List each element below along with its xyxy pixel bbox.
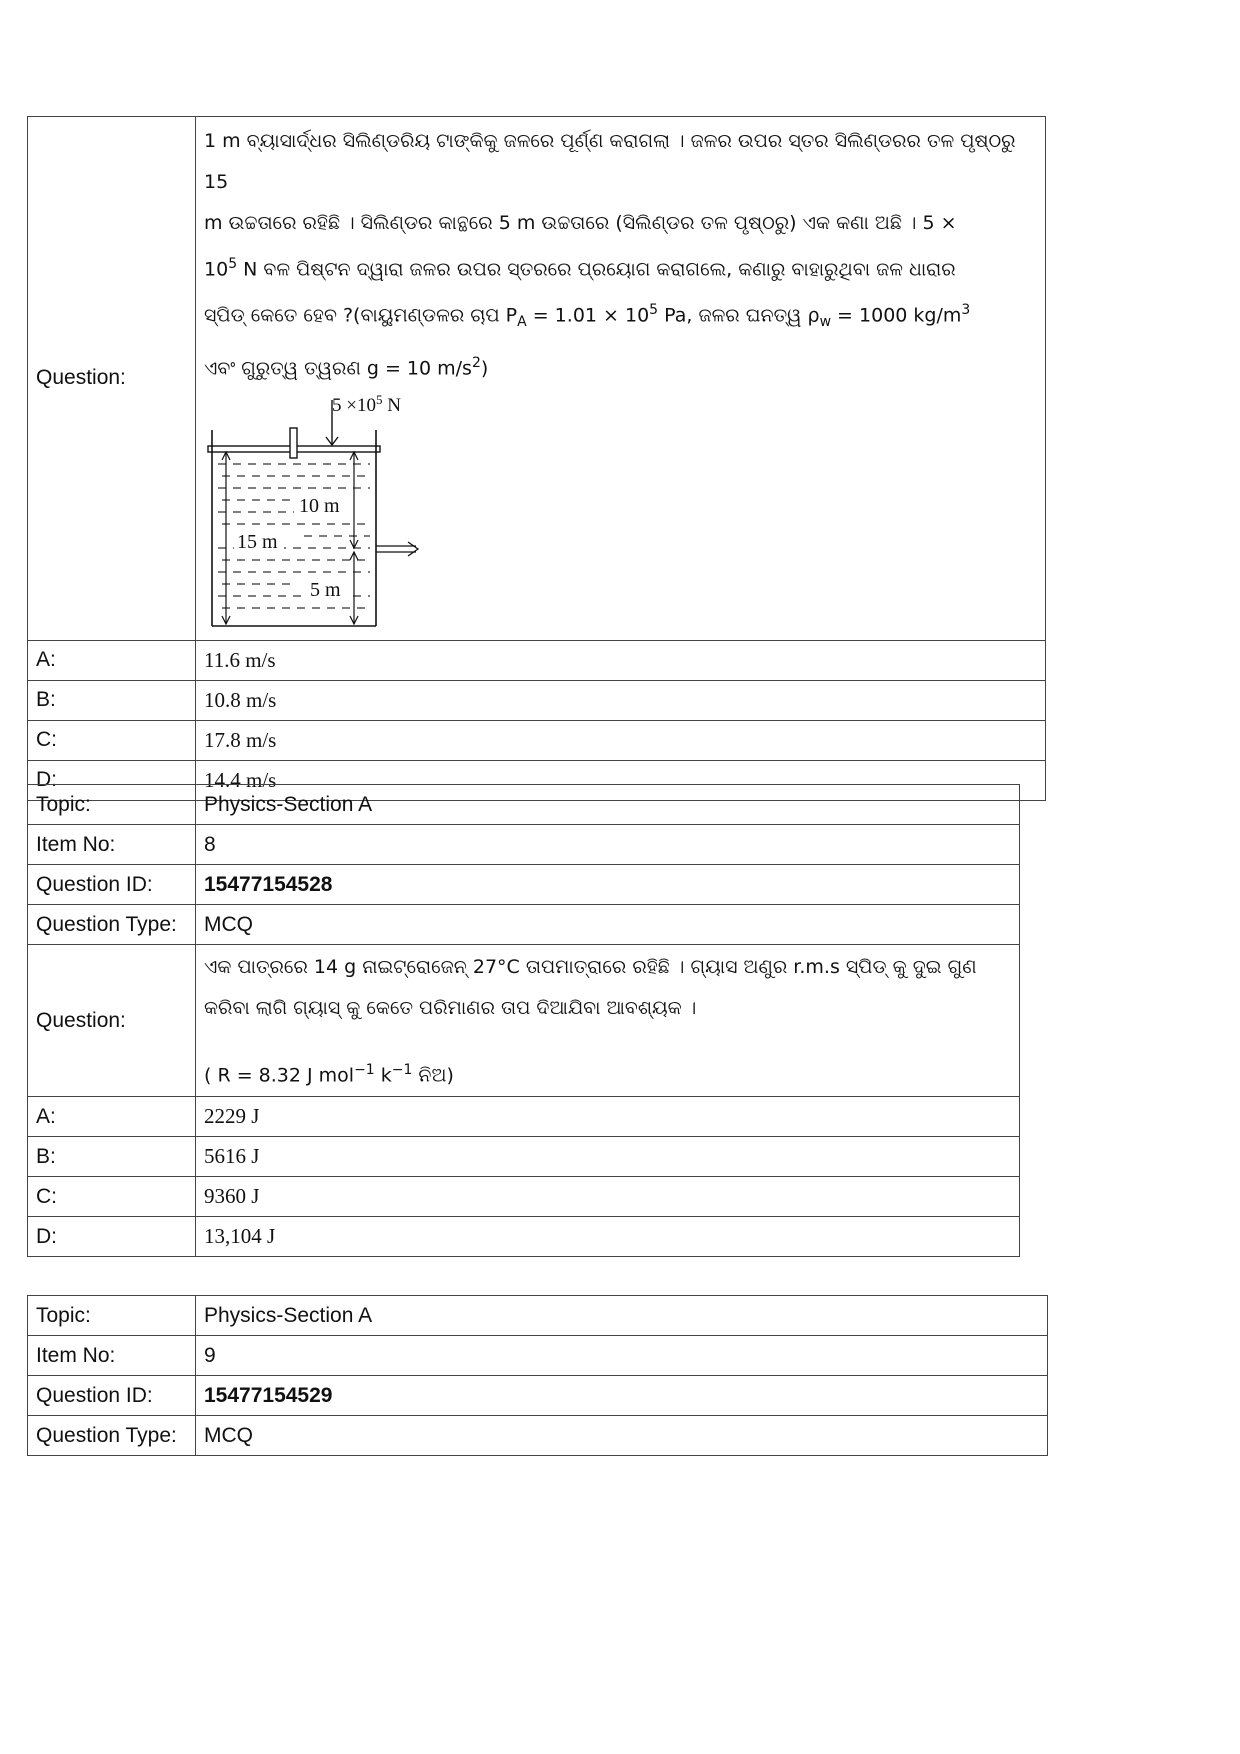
label-5m: 5 m — [310, 578, 341, 601]
topic-label: Topic: — [28, 1296, 196, 1336]
question-row — [28, 117, 1046, 641]
question-block-2 — [27, 784, 1020, 1257]
cylinder-tank-diagram — [204, 390, 424, 640]
question-id-label: Question ID: — [28, 865, 196, 905]
question-id-value: 15477154529 — [196, 1376, 1048, 1416]
item-no-value: 9 — [196, 1336, 1048, 1376]
question-id-label: Question ID: — [28, 1376, 196, 1416]
option-value: 17.8 m/s — [196, 720, 1046, 760]
option-value: 11.6 m/s — [196, 640, 1046, 680]
option-row-c — [28, 1177, 1020, 1217]
option-value: 2229 J — [196, 1097, 1020, 1137]
option-label: C: — [28, 720, 196, 760]
question-text — [204, 121, 1037, 390]
question-content — [196, 945, 1020, 1097]
option-row-c — [28, 720, 1046, 760]
question-type-value: MCQ — [196, 905, 1020, 945]
question-content — [196, 117, 1046, 641]
question-line: କରିବା ଲାଗି ଗ୍ୟାସ୍ କୁ କେତେ ପରିମାଣର ତାପ ଦିଆଯିବା ଆବଶ୍ୟକ । — [204, 997, 697, 1019]
option-row-d — [28, 1217, 1020, 1257]
topic-row — [28, 1296, 1048, 1336]
question-type-row — [28, 905, 1020, 945]
option-value: 13,104 J — [196, 1217, 1020, 1257]
label-15m: 15 m — [237, 530, 278, 553]
option-label: B: — [28, 680, 196, 720]
option-row-a — [28, 640, 1046, 680]
option-label: C: — [28, 1177, 196, 1217]
option-label: A: — [28, 640, 196, 680]
question-line: ଏକ ପାତ୍ରରେ 14 g ନାଇଟ୍ରୋଜେନ୍ 27°C ତାପମାତ୍ରାରେ ରହିଛି । ଗ୍ୟାସ ଅଣୁର r.m.s ସ୍ପିଡ୍ କୁ ଦୁଇ ଗୁଣ — [204, 956, 977, 978]
label-10m: 10 m — [299, 494, 340, 517]
topic-row — [28, 785, 1020, 825]
question-line: ( R = 8.32 J mol$^{-1}$ $k^{-1}$ ନିଅ) — [204, 1062, 454, 1087]
option-label: A: — [28, 1097, 196, 1137]
option-value: 5616 J — [196, 1137, 1020, 1177]
item-no-label: Item No: — [28, 825, 196, 865]
question-line: ସ୍ପିଡ୍ କେତେ ହେବ ?(ବାୟୁମଣ୍ଡଳର ଚାପ $P_A = 1.01 \times 10^5$ Pa, ଜଳର ଘନତ୍ୱ $\rho_w = 1000$ $kg/m^3$ — [204, 302, 971, 331]
topic-value: Physics-Section A — [196, 785, 1020, 825]
question-line: ଏବଂ ଗୁରୁତ୍ୱ ତ୍ୱରଣ g = 10 $m/s^2$) — [204, 355, 489, 380]
question-line: $10^5$ N ବଳ ପିଷ୍ଟନ ଦ୍ୱାରା ଜଳର ଉପର ସ୍ତରରେ ପ୍ରୟୋଗ କରାଗଲେ, କଣାରୁ ବାହାରୁଥିବା ଜଳ ଧାରାର — [204, 256, 956, 281]
item-no-label: Item No: — [28, 1336, 196, 1376]
option-value: 10.8 m/s — [196, 680, 1046, 720]
topic-label: Topic: — [28, 785, 196, 825]
option-label: D: — [28, 760, 196, 800]
question-label: Question: — [28, 945, 196, 1097]
question-id-row — [28, 1376, 1048, 1416]
question-type-value: MCQ — [196, 1416, 1048, 1456]
question-type-label: Question Type: — [28, 1416, 196, 1456]
option-row-b — [28, 1137, 1020, 1177]
question-line: 1 m ବ୍ୟାସାର୍ଦ୍ଧର ସିଲିଣ୍ଡରିୟ ଟାଙ୍କିକୁ ଜଳରେ ପୂର୍ଣ୍ଣ କରାଗଲା । ଜଳର ଉପର ସ୍ତର ସିଲିଣ୍ଡରର ତଳ ପୃଷ୍ଠରୁ 15 — [204, 130, 1016, 193]
question-row — [28, 945, 1020, 1097]
item-no-row — [28, 1336, 1048, 1376]
option-label: D: — [28, 1217, 196, 1257]
force-label: $5 \times 10^5$ N — [332, 391, 401, 416]
option-row-b — [28, 680, 1046, 720]
question-block-1 — [27, 116, 1046, 801]
option-label: B: — [28, 1137, 196, 1177]
option-row-a — [28, 1097, 1020, 1137]
question-id-row — [28, 865, 1020, 905]
question-block-3 — [27, 1295, 1048, 1456]
question-text — [204, 947, 1011, 1096]
option-value: 9360 J — [196, 1177, 1020, 1217]
question-type-label: Question Type: — [28, 905, 196, 945]
option-value: 14.4 m/s — [196, 760, 1046, 800]
question-label: Question: — [28, 117, 196, 641]
topic-value: Physics-Section A — [196, 1296, 1048, 1336]
question-line: m ଉଚ୍ଚତାରେ ରହିଛି । ସିଲିଣ୍ଡର କାନ୍ଥରେ 5 m ଉଚ୍ଚତାରେ (ସିଲିଣ୍ଡର ତଳ ପୃଷ୍ଠରୁ) ଏକ କଣା ଅଛି । 5 × — [204, 212, 957, 234]
item-no-row — [28, 825, 1020, 865]
item-no-value: 8 — [196, 825, 1020, 865]
question-id-value: 15477154528 — [196, 865, 1020, 905]
question-type-row — [28, 1416, 1048, 1456]
